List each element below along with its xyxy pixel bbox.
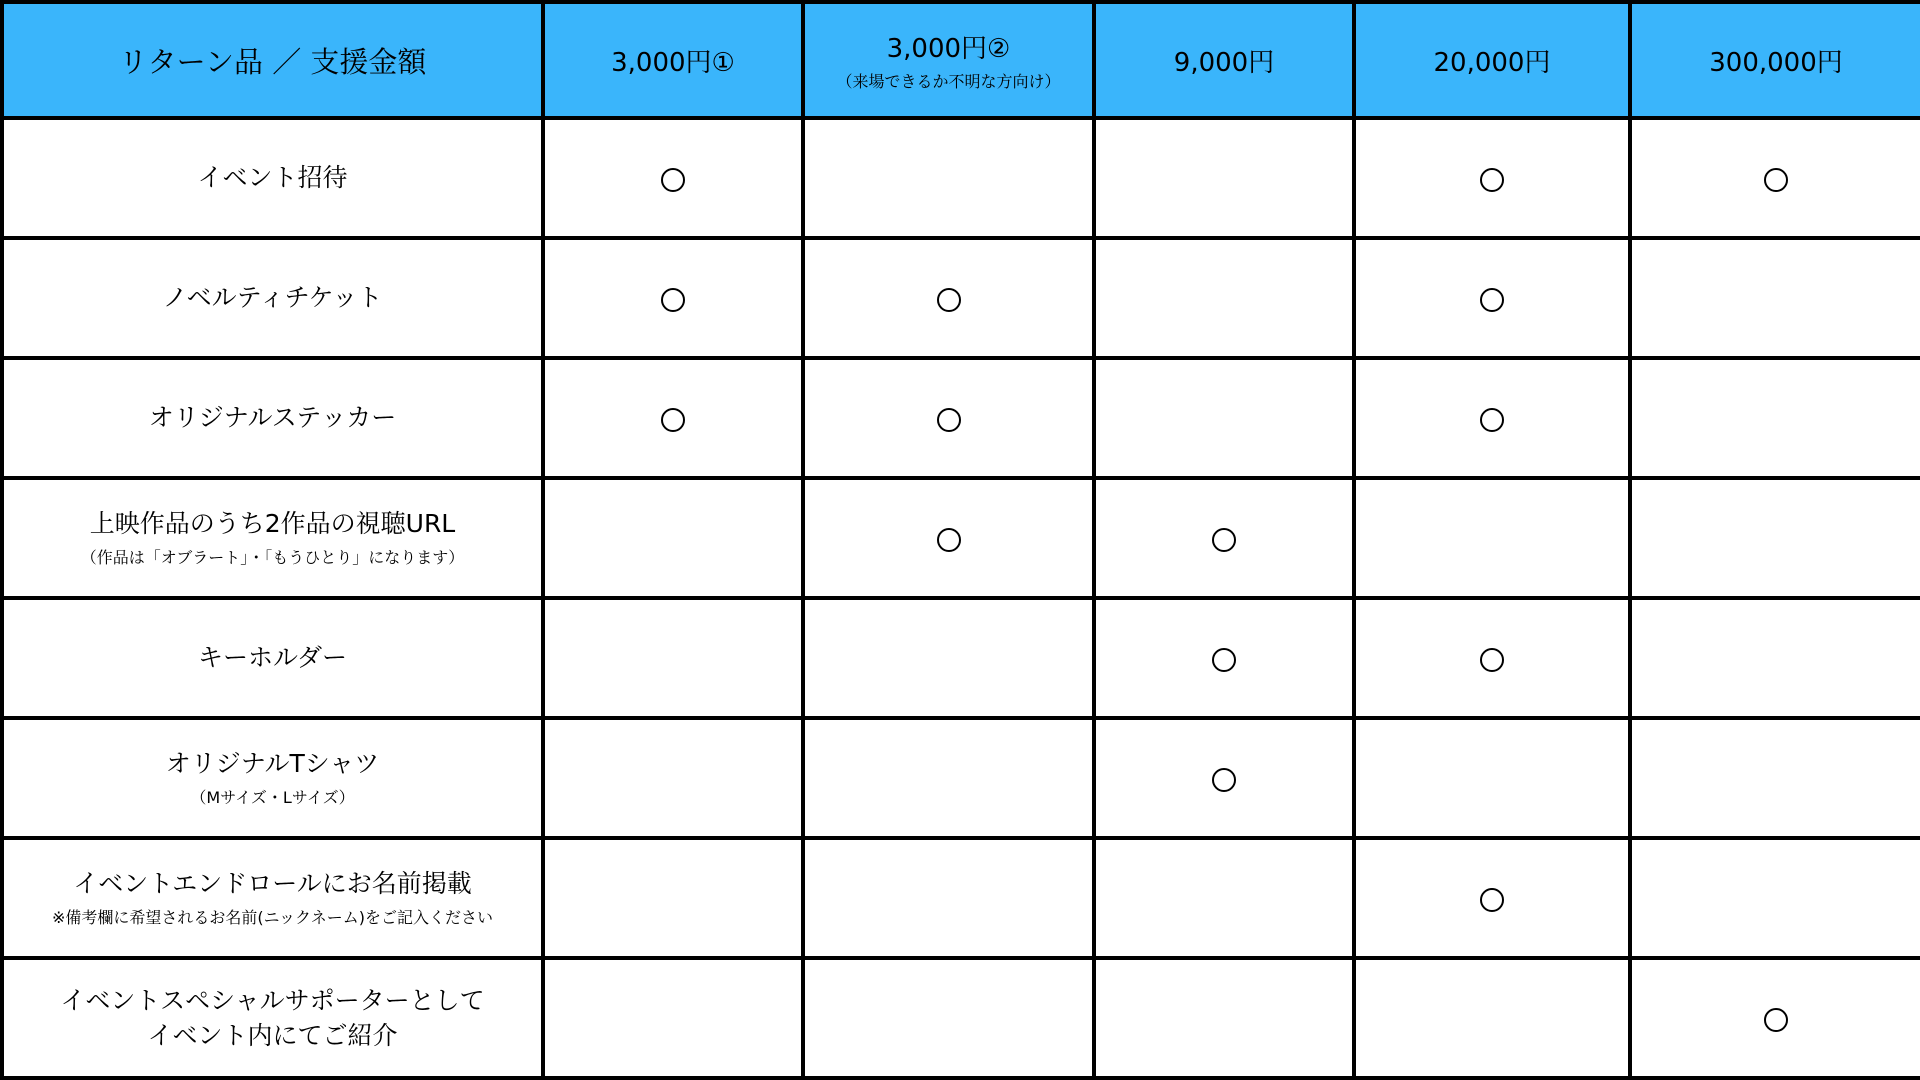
corner-label: リターン品 ／ 支援金額 <box>118 44 427 79</box>
feature-note: （Mサイズ・Lサイズ） <box>190 787 355 807</box>
table-row <box>2 478 1920 598</box>
mark-cell <box>543 718 803 838</box>
mark-cell <box>1354 358 1630 478</box>
feature-label: ノベルティチケット <box>162 282 383 312</box>
tier-label: 3,000円① <box>611 47 735 78</box>
mark-cell <box>803 598 1094 718</box>
feature-cell <box>2 238 543 358</box>
mark-cell <box>1094 838 1354 958</box>
circle-icon <box>1480 648 1504 672</box>
mark-cell <box>803 478 1094 598</box>
mark-cell <box>1630 478 1920 598</box>
tier-label: 3,000円② <box>886 34 1011 64</box>
tier-label: 20,000円 <box>1433 47 1551 78</box>
mark-cell <box>1354 598 1630 718</box>
circle-icon <box>1480 168 1504 192</box>
mark-cell <box>1630 718 1920 838</box>
mark-cell <box>1354 958 1630 1078</box>
mark-cell <box>543 478 803 598</box>
table-row <box>2 598 1920 718</box>
mark-cell <box>1354 478 1630 598</box>
mark-cell <box>1630 838 1920 958</box>
table-row <box>2 358 1920 478</box>
feature-label: イベントエンドロールにお名前掲載 <box>73 869 472 899</box>
tier-label: 300,000円 <box>1709 47 1843 78</box>
feature-label: イベントスペシャルサポーターとして イベント内にてご紹介 <box>60 986 485 1050</box>
table-body <box>2 118 1920 1078</box>
feature-cell <box>2 718 543 838</box>
mark-cell <box>543 118 803 238</box>
mark-cell <box>543 238 803 358</box>
feature-note: ※備考欄に希望されるお名前(ニックネーム)をご記入ください <box>51 907 494 927</box>
circle-icon <box>1480 408 1504 432</box>
mark-cell <box>1354 718 1630 838</box>
feature-cell <box>2 958 543 1078</box>
mark-cell <box>1354 118 1630 238</box>
mark-cell <box>543 838 803 958</box>
mark-cell <box>803 358 1094 478</box>
mark-cell <box>1630 358 1920 478</box>
mark-cell <box>1094 118 1354 238</box>
mark-cell <box>543 358 803 478</box>
tier-header <box>803 2 1094 118</box>
table-row <box>2 118 1920 238</box>
mark-cell <box>1630 598 1920 718</box>
tier-header <box>1630 2 1920 118</box>
mark-cell <box>1354 838 1630 958</box>
circle-icon <box>937 528 961 552</box>
table-row <box>2 238 1920 358</box>
feature-note: （作品は「オブラート」・「もうひとり」になります） <box>80 547 465 567</box>
mark-cell <box>1094 238 1354 358</box>
mark-cell <box>1094 718 1354 838</box>
mark-cell <box>803 118 1094 238</box>
feature-cell <box>2 838 543 958</box>
circle-icon <box>937 288 961 312</box>
feature-label: 上映作品のうち2作品の視聴URL <box>89 509 456 539</box>
feature-cell <box>2 478 543 598</box>
mark-cell <box>1094 358 1354 478</box>
mark-cell <box>803 838 1094 958</box>
feature-label: オリジナルTシャツ <box>165 749 380 779</box>
feature-cell <box>2 118 543 238</box>
table-row <box>2 958 1920 1078</box>
mark-cell <box>803 238 1094 358</box>
circle-icon <box>1480 888 1504 912</box>
circle-icon <box>1212 648 1236 672</box>
table-row <box>2 838 1920 958</box>
circle-icon <box>661 408 685 432</box>
feature-label: オリジナルステッカー <box>148 402 397 432</box>
corner-header <box>2 2 543 118</box>
circle-icon <box>1764 168 1788 192</box>
circle-icon <box>1212 768 1236 792</box>
tier-header <box>1094 2 1354 118</box>
mark-cell <box>1354 238 1630 358</box>
feature-label: キーホルダー <box>197 642 347 672</box>
mark-cell <box>1630 238 1920 358</box>
header-row <box>2 2 1920 118</box>
circle-icon <box>937 408 961 432</box>
mark-cell <box>1630 958 1920 1078</box>
circle-icon <box>1764 1008 1788 1032</box>
feature-cell <box>2 358 543 478</box>
circle-icon <box>661 288 685 312</box>
tier-label: 9,000円 <box>1173 47 1275 78</box>
tier-header <box>1354 2 1630 118</box>
mark-cell <box>543 958 803 1078</box>
circle-icon <box>1480 288 1504 312</box>
feature-label: イベント招待 <box>197 162 348 192</box>
feature-cell <box>2 598 543 718</box>
mark-cell <box>1094 478 1354 598</box>
circle-icon <box>661 168 685 192</box>
mark-cell <box>1094 958 1354 1078</box>
tier-note: （来場できるか不明な方向け） <box>836 72 1061 91</box>
mark-cell <box>803 718 1094 838</box>
circle-icon <box>1212 528 1236 552</box>
table-row <box>2 718 1920 838</box>
mark-cell <box>803 958 1094 1078</box>
mark-cell <box>1630 118 1920 238</box>
mark-cell <box>543 598 803 718</box>
mark-cell <box>1094 598 1354 718</box>
tier-header <box>543 2 803 118</box>
